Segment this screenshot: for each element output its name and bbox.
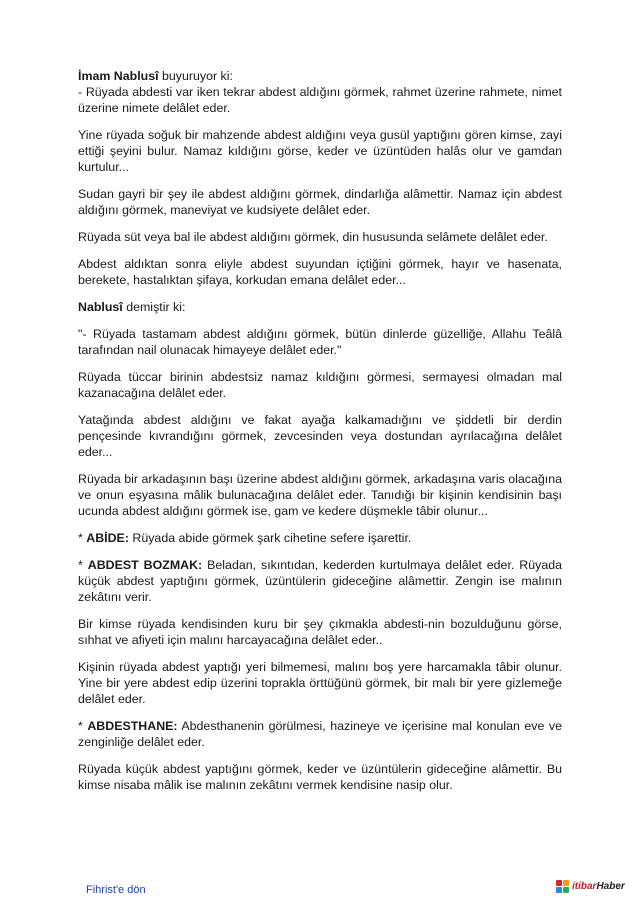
paragraph-prefix: *	[78, 719, 88, 733]
paragraph-text: Rüyada küçük abdest yaptığını görmek, keder ve üzüntülerin gideceğine alâmettir. Bu kimse nisaba mâlik ise malının zekâtını vermek kendisine nasip olur.	[78, 762, 562, 792]
brand-logo-icon	[556, 880, 569, 893]
back-to-index-link[interactable]: Fihrist'e dön	[86, 884, 146, 896]
paragraph-text: Rüyada bir arkadaşının başı üzerine abdest aldığını görmek, arkadaşına varis olacağına ve onun eşyasına mâlik bulunacağına delâlet eder. Tanıdığı bir kişinin kendisinin başı ucunda abdest aldığını görmek ise, gam ve kedere düşmekle tâbir olunur...	[78, 472, 562, 518]
paragraph-heading: ABİDE:	[86, 531, 129, 545]
paragraph	[78, 229, 562, 245]
paragraph	[78, 471, 562, 519]
paragraph-text: Sudan gayri bir şey ile abdest aldığını görmek, dindarlığa alâmettir. Namaz için abdest aldığını görmek, maneviyat ve kudsiyete delâlet eder.	[78, 187, 562, 217]
paragraph-heading: İmam Nablusî	[78, 69, 159, 83]
paragraph	[78, 256, 562, 288]
paragraph-text: "- Rüyada tastamam abdest aldığını görmek, bütün dinlerde güzelliğe, Allahu Teâlâ tarafından nail olunacak himayeye delâlet eder."	[78, 327, 562, 357]
paragraph	[78, 127, 562, 175]
paragraph-prefix: *	[78, 558, 88, 572]
paragraph-text: Rüyada süt veya bal ile abdest aldığını görmek, din hususunda selâmete delâlet eder.	[78, 230, 548, 244]
paragraph-text: Abdesthanenin görülmesi, hazineye ve içerisine mal konulan eve ve zenginliğe delâlet eder.	[78, 719, 563, 749]
brand-square-icon	[563, 880, 569, 886]
paragraph	[78, 659, 562, 707]
paragraph	[78, 412, 562, 460]
brand-logo	[556, 880, 625, 893]
paragraph-heading: ABDESTHANE:	[87, 719, 178, 733]
paragraph	[78, 369, 562, 401]
paragraph-text: buyuruyor ki: - Rüyada abdesti var iken tekrar abdest aldığını görmek, rahmet üzerine rahmete, nimet üzerine nimete delâlet eder.	[78, 69, 562, 115]
paragraph	[78, 616, 562, 648]
paragraph	[78, 761, 562, 793]
paragraph	[78, 299, 562, 315]
paragraph-prefix: *	[78, 531, 87, 545]
paragraph	[78, 530, 562, 546]
paragraph-heading: ABDEST BOZMAK:	[87, 558, 203, 572]
paragraph-text: Beladan, sıkıntıdan, kederden kurtulmaya delâlet eder. Rüyada küçük abdest yaptığını görmek, üzüntülerin gideceğine alâmettir. Zengin ise malının zekâtını verir.	[78, 558, 562, 604]
brand-name-prefix: itibar	[572, 881, 597, 892]
paragraph-text: Bir kimse rüyada kendisinden kuru bir şey çıkmakla abdesti-nin bozulduğunu görse, sıhhat ve afiyeti için malını harcayacağına delâlet eder..	[78, 617, 562, 647]
paragraph	[78, 326, 562, 358]
brand-square-icon	[556, 887, 562, 893]
brand-name	[572, 881, 625, 892]
paragraph-text: Abdest aldıktan sonra eliyle abdest suyundan içtiğini görmek, hayır ve hasenata, berekete, hastalıktan şifaya, korkudan emana delâlet eder...	[78, 257, 562, 287]
brand-square-icon	[556, 880, 562, 886]
document-body	[78, 68, 562, 804]
paragraph-heading: Nablusî	[78, 300, 123, 314]
paragraph-text: Kişinin rüyada abdest yaptığı yeri bilmemesi, malını boş yere harcamakla tâbir olunur. Yine bir yere abdest edip üzerini toprakla örttüğünü görmek, bir malı bir yere gizlemeğe delâlet eder.	[78, 660, 562, 706]
paragraph	[78, 557, 562, 605]
paragraph-text: Yatağında abdest aldığını ve fakat ayağa kalkamadığını ve şiddetli bir derdin pençesinde kıvrandığını görmek, zevcesinden veya dostundan ayrılacağına delâlet eder...	[78, 413, 562, 459]
brand-name-suffix: Haber	[596, 881, 625, 892]
paragraph	[78, 186, 562, 218]
paragraph	[78, 718, 562, 750]
paragraph-text: Rüyada tüccar birinin abdestsiz namaz kıldığını görmesi, sermayesi olmadan mal kazanacağına delâlet eder.	[78, 370, 562, 400]
paragraph-text: demiştir ki:	[122, 300, 186, 314]
paragraph-text: Rüyada abide görmek şark cihetine sefere işarettir.	[128, 531, 412, 545]
brand-square-icon	[563, 887, 569, 893]
paragraph-text: Yine rüyada soğuk bir mahzende abdest aldığını veya gusül yaptığını gören kimse, zayi ettiği şeyini bulur. Namaz kıldığını görse, keder ve üzüntüden halâs olur ve gamdan kurtulur...	[78, 128, 562, 174]
paragraph	[78, 68, 562, 116]
